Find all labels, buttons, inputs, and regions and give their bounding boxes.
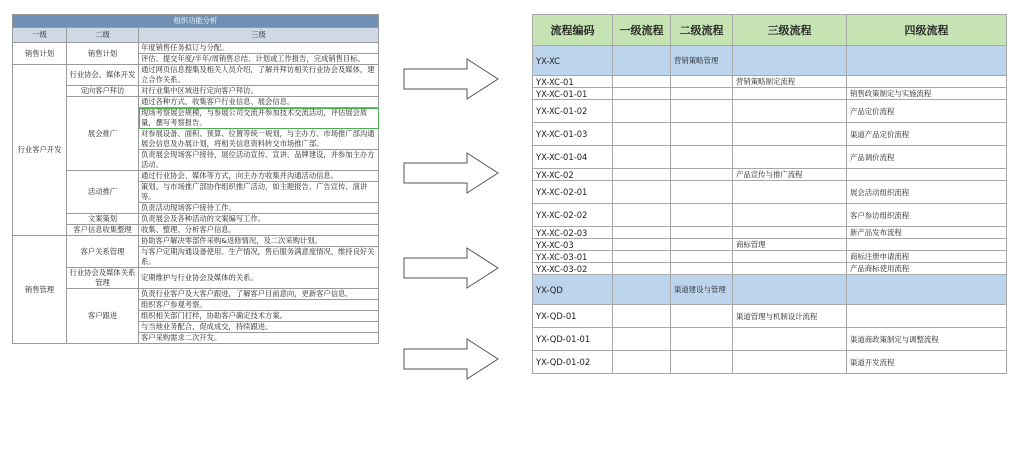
level1-cell [613,169,671,181]
table-row [13,268,379,289]
right-arrow-icon [403,338,499,380]
table-title: 组织功能分析 [13,15,379,28]
level1-cell [613,146,671,169]
table-row [13,65,379,86]
level2-cell [671,351,733,374]
level4-cell: 产品定价流程 [847,100,1007,123]
process-code-cell: YX-XC-02-01 [533,181,613,204]
level3-cell [733,227,847,239]
level2-cell: 客户跟进 [67,289,139,344]
level3-cell: 通过各种方式，收集客户行业信息、展会信息。 [139,97,379,108]
level4-cell: 商标注册申请流程 [847,251,1007,263]
level3-cell [733,275,847,305]
table-row [533,100,1007,123]
level1-cell [613,181,671,204]
level2-cell [671,181,733,204]
level2-cell [671,251,733,263]
table-row [533,46,1007,76]
process-code-cell: YX-XC-03-02 [533,263,613,275]
level3-cell: 评估、提交年度/半年/周销售总结、计划或工作报告，完成销售目标。 [139,54,379,65]
level1-cell [613,263,671,275]
table-row [533,123,1007,146]
table-row [13,236,379,247]
level3-cell [733,146,847,169]
level4-cell [847,169,1007,181]
column-header-code: 流程编码 [533,15,613,46]
level1-cell [613,123,671,146]
level3-cell: 定期维护与行业协会及媒体的关系。 [139,268,379,289]
level3-cell: 渠道管理与机制设计流程 [733,305,847,328]
column-header-level3: 三级 [139,28,379,43]
level4-cell [847,305,1007,328]
table-row [533,305,1007,328]
table-row [13,214,379,225]
level3-cell [733,251,847,263]
level2-cell: 销售计划 [67,43,139,65]
table-row [533,88,1007,100]
table-row [533,275,1007,305]
level2-cell [671,123,733,146]
process-code-cell: YX-QD-01-01 [533,328,613,351]
level1-cell: 行业客户开发 [13,65,67,236]
level2-cell: 客户关系管理 [67,236,139,268]
level4-cell: 渠道商政策制定与调整流程 [847,328,1007,351]
process-code-cell: YX-XC-02-03 [533,227,613,239]
level3-cell: 负责展会及各种活动的文案编写工作。 [139,214,379,225]
level2-cell [671,88,733,100]
level2-cell [671,169,733,181]
level1-cell [613,46,671,76]
process-code-cell: YX-QD-01-02 [533,351,613,374]
table-row [13,225,379,236]
table-row [533,251,1007,263]
right-arrow-icon [403,58,499,100]
level3-cell: 通过行业协会、媒体等方式，向主办方收集并沟通活动信息。 [139,171,379,182]
table-row [533,181,1007,204]
process-code-cell: YX-XC-01-01 [533,88,613,100]
level3-cell: 现场考察展会规模，与参展公司交流并参加技术交流活动，评估展会质量，撰写考察报告。 [139,108,379,129]
level3-cell: 组织相关部门打样，协助客户确定技术方案。 [139,311,379,322]
level2-cell: 定向客户拜访 [67,86,139,97]
level4-cell: 展会活动组织流程 [847,181,1007,204]
column-header-level1: 一级 [13,28,67,43]
level1-cell [613,227,671,239]
level3-cell [733,204,847,227]
level3-cell: 组织客户参观考察。 [139,300,379,311]
level1-cell [613,88,671,100]
process-code-cell: YX-XC-03-01 [533,251,613,263]
table-row [533,169,1007,181]
level2-cell: 展会推广 [67,97,139,171]
level3-cell: 对行业集中区域进行定向客户拜访。 [139,86,379,97]
level4-cell: 产品调价流程 [847,146,1007,169]
level1-cell: 销售计划 [13,43,67,65]
level1-cell [613,239,671,251]
level3-cell [733,263,847,275]
level3-cell [733,328,847,351]
table-row [533,328,1007,351]
level3-cell: 年度销售任务拟订与分配。 [139,43,379,54]
level4-cell: 渠道开发流程 [847,351,1007,374]
column-header-level2: 二级 [67,28,139,43]
table-row [13,171,379,182]
level3-cell [733,88,847,100]
column-header-level1: 一级流程 [613,15,671,46]
level2-cell: 营销策略管理 [671,46,733,76]
level3-cell: 对参展设备、面积、预算、位置等统一规划，与主办方、市场推广部沟通展会信息及办展计划，将相关信息资料转交市场推广部。 [139,129,379,150]
level2-cell: 文案策划 [67,214,139,225]
level2-cell [671,328,733,351]
level2-cell [671,305,733,328]
level1-cell [613,76,671,88]
process-code-cell: YX-XC-03 [533,239,613,251]
level3-cell [733,351,847,374]
process-code-cell: YX-XC-02 [533,169,613,181]
process-code-cell: YX-QD [533,275,613,305]
level3-cell: 负责活动现场客户接待工作。 [139,203,379,214]
process-code-cell: YX-XC-02-02 [533,204,613,227]
table-row [533,204,1007,227]
level3-cell: 营销策略制定流程 [733,76,847,88]
function-analysis-table [12,14,379,344]
level2-cell: 活动推广 [67,171,139,214]
level1-cell: 销售管理 [13,236,67,344]
level2-cell [671,263,733,275]
level4-cell [847,76,1007,88]
level3-cell [733,46,847,76]
level2-cell [671,100,733,123]
level2-cell: 行业协会及媒体关系管理 [67,268,139,289]
process-code-cell: YX-XC-01-02 [533,100,613,123]
column-header-level3: 三级流程 [733,15,847,46]
level3-cell: 负责行业客户及大客户跟进，了解客户目前意向，更新客户信息。 [139,289,379,300]
level3-cell [733,123,847,146]
level3-cell [733,181,847,204]
level1-cell [613,275,671,305]
process-code-table [532,14,1007,374]
table-row [533,263,1007,275]
table-row [13,86,379,97]
level3-cell [733,100,847,123]
table-row [533,76,1007,88]
table-row [533,239,1007,251]
right-arrow-icon [403,152,499,194]
level3-cell: 负责展会现场客户接待，展位活动宣传、宣讲、品牌建设，并参加主办方活动。 [139,150,379,171]
process-code-cell: YX-QD-01 [533,305,613,328]
level4-cell [847,239,1007,251]
level1-cell [613,351,671,374]
level2-cell: 行业协会、媒体开发 [67,65,139,86]
process-code-cell: YX-XC-01-04 [533,146,613,169]
level3-cell: 协助客户解决零部件采购&返修情况，及二次采购计划。 [139,236,379,247]
level3-cell: 收集、整理、分析客户信息。 [139,225,379,236]
level3-cell: 与当地业务配合，促成成交，持续跟进。 [139,322,379,333]
level2-cell [671,239,733,251]
level1-cell [613,305,671,328]
level3-cell: 与客户定期沟通设备使用、生产情况，售后服务满意度情况，维持良好关系。 [139,247,379,268]
table-row [533,146,1007,169]
column-header-level4: 四级流程 [847,15,1007,46]
table-row [13,289,379,300]
level2-cell: 渠道建设与管理 [671,275,733,305]
level1-cell [613,100,671,123]
level4-cell: 渠道产品定价流程 [847,123,1007,146]
level4-cell: 销售政策制定与实施流程 [847,88,1007,100]
table-row [533,227,1007,239]
level4-cell: 新产品发布流程 [847,227,1007,239]
level3-cell: 客户采购需求二次开发。 [139,333,379,344]
level2-cell [671,204,733,227]
table-row [533,351,1007,374]
table-row [13,97,379,108]
level2-cell [671,227,733,239]
level2-cell [671,76,733,88]
level3-cell: 商标管理 [733,239,847,251]
level3-cell: 产品宣传与推广流程 [733,169,847,181]
level4-cell: 客户参访组织流程 [847,204,1007,227]
table-row [13,43,379,54]
level4-cell: 产品商标使用流程 [847,263,1007,275]
level2-cell: 客户信息收集整理 [67,225,139,236]
process-code-cell: YX-XC-01 [533,76,613,88]
level4-cell [847,46,1007,76]
process-code-cell: YX-XC-01-03 [533,123,613,146]
process-code-cell: YX-XC [533,46,613,76]
right-arrow-icon [403,247,499,289]
level1-cell [613,204,671,227]
level1-cell [613,251,671,263]
level2-cell [671,146,733,169]
level3-cell: 策划、与市场推广部协作组织推广活动，如主题报告、广告宣传、演讲等。 [139,182,379,203]
column-header-level2: 二级流程 [671,15,733,46]
level1-cell [613,328,671,351]
level4-cell [847,275,1007,305]
level3-cell: 通过网页信息搜集及相关人员介绍，了解并拜访相关行业协会及媒体，建立合作关系。 [139,65,379,86]
